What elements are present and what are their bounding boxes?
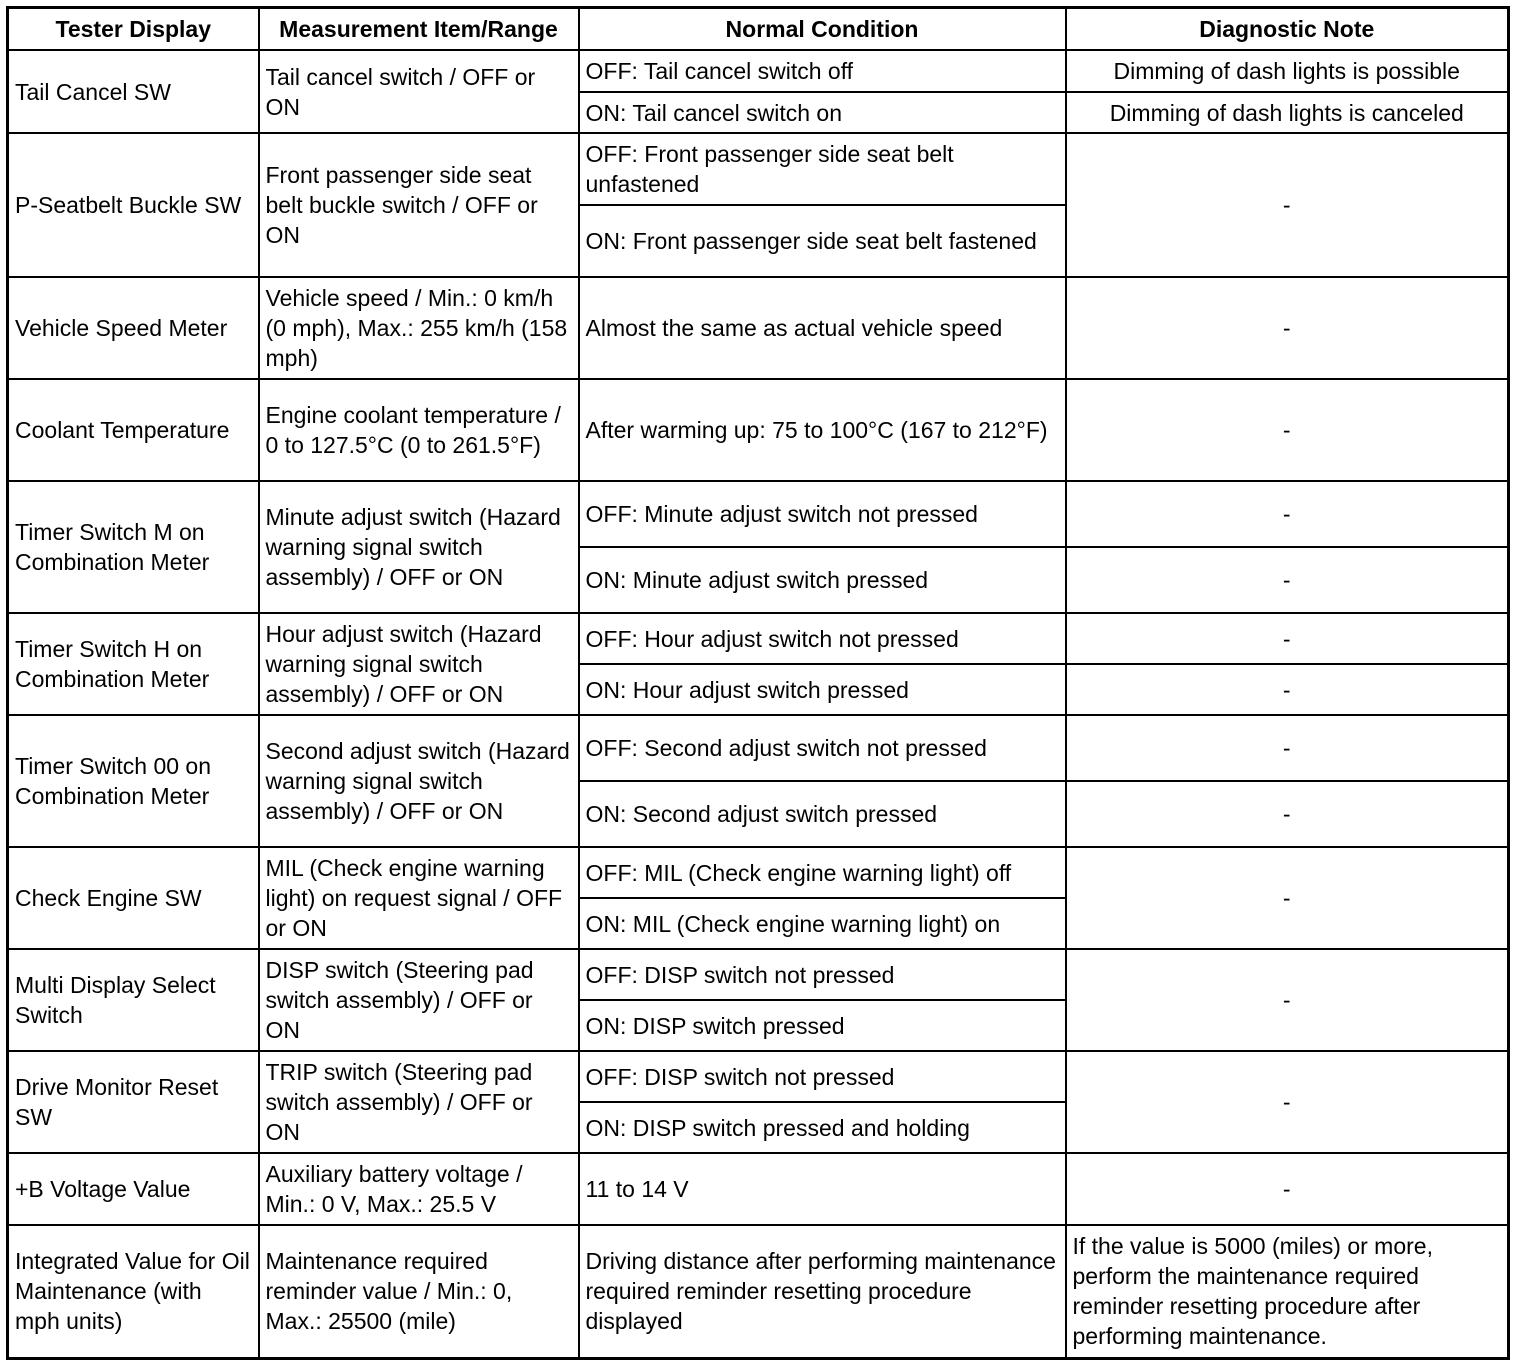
table-row <box>8 50 1509 92</box>
diagnostic-note-cell: - <box>1066 277 1509 379</box>
data-list-table <box>6 6 1510 1360</box>
normal-condition-cell: ON: Minute adjust switch pressed <box>579 547 1066 613</box>
header-diagnostic-note: Diagnostic Note <box>1066 8 1509 51</box>
measurement-cell: TRIP switch (Steering pad switch assembly) / OFF or ON <box>259 1051 579 1153</box>
table-row <box>8 379 1509 481</box>
header-row <box>8 8 1509 51</box>
measurement-cell: MIL (Check engine warning light) on request signal / OFF or ON <box>259 847 579 949</box>
normal-condition-cell: OFF: Minute adjust switch not pressed <box>579 481 1066 547</box>
table-row <box>8 133 1509 205</box>
normal-condition-cell: 11 to 14 V <box>579 1153 1066 1225</box>
normal-condition-cell: OFF: Tail cancel switch off <box>579 50 1066 92</box>
measurement-cell: Engine coolant temperature / 0 to 127.5°C (0 to 261.5°F) <box>259 379 579 481</box>
diagnostic-note-cell: - <box>1066 847 1509 949</box>
tester-display-cell: P-Seatbelt Buckle SW <box>8 133 259 277</box>
measurement-cell: Front passenger side seat belt buckle switch / OFF or ON <box>259 133 579 277</box>
diagnostic-note-cell: - <box>1066 613 1509 664</box>
normal-condition-cell: Driving distance after performing maintenance required reminder resetting procedure displayed <box>579 1225 1066 1358</box>
normal-condition-cell: After warming up: 75 to 100°C (167 to 212°F) <box>579 379 1066 481</box>
diagnostic-note-cell: If the value is 5000 (miles) or more, perform the maintenance required reminder resetting procedure after performing maintenance. <box>1066 1225 1509 1358</box>
diagnostic-note-cell: - <box>1066 1051 1509 1153</box>
normal-condition-cell: ON: Front passenger side seat belt fastened <box>579 205 1066 277</box>
measurement-cell: Hour adjust switch (Hazard warning signal switch assembly) / OFF or ON <box>259 613 579 715</box>
table-row <box>8 715 1509 781</box>
table-row <box>8 847 1509 898</box>
measurement-cell: Maintenance required reminder value / Min.: 0, Max.: 25500 (mile) <box>259 1225 579 1358</box>
normal-condition-cell: OFF: Second adjust switch not pressed <box>579 715 1066 781</box>
normal-condition-cell: ON: Tail cancel switch on <box>579 92 1066 133</box>
measurement-cell: Second adjust switch (Hazard warning signal switch assembly) / OFF or ON <box>259 715 579 847</box>
normal-condition-cell: ON: Second adjust switch pressed <box>579 781 1066 847</box>
normal-condition-cell: OFF: DISP switch not pressed <box>579 1051 1066 1102</box>
measurement-cell: Minute adjust switch (Hazard warning signal switch assembly) / OFF or ON <box>259 481 579 613</box>
table-row <box>8 481 1509 547</box>
normal-condition-cell: OFF: MIL (Check engine warning light) off <box>579 847 1066 898</box>
normal-condition-cell: ON: MIL (Check engine warning light) on <box>579 898 1066 949</box>
table-row <box>8 277 1509 379</box>
diagnostic-note-cell: - <box>1066 715 1509 781</box>
table-row <box>8 1225 1509 1358</box>
tester-display-cell: Tail Cancel SW <box>8 50 259 133</box>
tester-display-cell: Vehicle Speed Meter <box>8 277 259 379</box>
tester-display-cell: Timer Switch H on Combination Meter <box>8 613 259 715</box>
header-measurement-item: Measurement Item/Range <box>259 8 579 51</box>
measurement-cell: Tail cancel switch / OFF or ON <box>259 50 579 133</box>
table-row <box>8 1153 1509 1225</box>
diagnostic-note-cell: Dimming of dash lights is canceled <box>1066 92 1509 133</box>
header-tester-display: Tester Display <box>8 8 259 51</box>
table-row <box>8 1051 1509 1102</box>
diagnostic-note-cell: - <box>1066 481 1509 547</box>
normal-condition-cell: ON: DISP switch pressed <box>579 1000 1066 1051</box>
tester-display-cell: +B Voltage Value <box>8 1153 259 1225</box>
tester-display-cell: Multi Display Select Switch <box>8 949 259 1051</box>
diagnostic-note-cell: - <box>1066 664 1509 715</box>
tester-display-cell: Coolant Temperature <box>8 379 259 481</box>
normal-condition-cell: OFF: Front passenger side seat belt unfastened <box>579 133 1066 205</box>
table-body <box>8 50 1509 1358</box>
diagnostic-note-cell: Dimming of dash lights is possible <box>1066 50 1509 92</box>
normal-condition-cell: ON: Hour adjust switch pressed <box>579 664 1066 715</box>
diagnostic-note-cell: - <box>1066 1153 1509 1225</box>
normal-condition-cell: ON: DISP switch pressed and holding <box>579 1102 1066 1153</box>
table-row <box>8 949 1509 1000</box>
measurement-cell: DISP switch (Steering pad switch assembly) / OFF or ON <box>259 949 579 1051</box>
tester-display-cell: Drive Monitor Reset SW <box>8 1051 259 1153</box>
normal-condition-cell: OFF: DISP switch not pressed <box>579 949 1066 1000</box>
measurement-cell: Vehicle speed / Min.: 0 km/h (0 mph), Max.: 255 km/h (158 mph) <box>259 277 579 379</box>
table-row <box>8 613 1509 664</box>
tester-display-cell: Check Engine SW <box>8 847 259 949</box>
header-normal-condition: Normal Condition <box>579 8 1066 51</box>
measurement-cell: Auxiliary battery voltage / Min.: 0 V, Max.: 25.5 V <box>259 1153 579 1225</box>
diagnostic-note-cell: - <box>1066 949 1509 1051</box>
tester-display-cell: Timer Switch M on Combination Meter <box>8 481 259 613</box>
normal-condition-cell: OFF: Hour adjust switch not pressed <box>579 613 1066 664</box>
tester-display-cell: Timer Switch 00 on Combination Meter <box>8 715 259 847</box>
diagnostic-note-cell: - <box>1066 547 1509 613</box>
diagnostic-note-cell: - <box>1066 133 1509 277</box>
tester-display-cell: Integrated Value for Oil Maintenance (with mph units) <box>8 1225 259 1358</box>
normal-condition-cell: Almost the same as actual vehicle speed <box>579 277 1066 379</box>
diagnostic-note-cell: - <box>1066 781 1509 847</box>
diagnostic-note-cell: - <box>1066 379 1509 481</box>
